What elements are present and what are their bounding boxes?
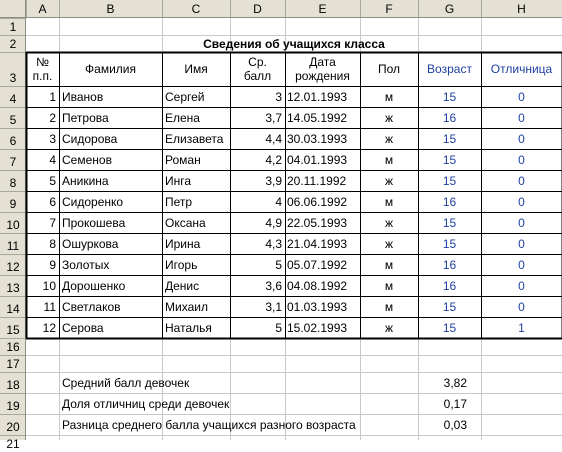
row-header-8[interactable]: 8 — [9, 176, 17, 190]
cell-age: 16 — [442, 195, 457, 209]
cell-dob: 21.04.1993 — [287, 237, 348, 251]
cell-surname: Аникина — [62, 174, 109, 188]
cell-avg: 5 — [275, 258, 282, 272]
cell-avg: 4,2 — [265, 153, 282, 167]
row-header-7[interactable]: 7 — [9, 155, 17, 169]
cell-num: 1 — [49, 90, 56, 104]
cell-honors: 0 — [518, 90, 525, 104]
header-sex: Пол — [377, 62, 401, 76]
sheet-title: Сведения об учащихся класса — [203, 37, 385, 51]
cell-name: Роман — [165, 153, 201, 167]
row-header-16[interactable]: 16 — [6, 340, 20, 354]
cell-num: 4 — [49, 153, 56, 167]
cell-age: 15 — [442, 90, 457, 104]
cell-avg: 4,3 — [265, 237, 282, 251]
cell-surname: Сидорова — [62, 132, 118, 146]
cell-dob: 12.01.1993 — [287, 90, 348, 104]
row-header-5[interactable]: 5 — [9, 113, 17, 127]
cell-num: 10 — [42, 279, 56, 293]
cell-avg: 3,6 — [265, 279, 282, 293]
cell-dob: 20.11.1992 — [287, 174, 347, 188]
cell-num: 6 — [49, 195, 56, 209]
cell-name: Денис — [165, 279, 200, 293]
header-name: Имя — [184, 62, 208, 76]
summary-value: 0,03 — [443, 418, 467, 432]
cell-name: Наталья — [165, 321, 212, 335]
cell-surname: Семенов — [62, 153, 112, 167]
cell-name: Петр — [165, 195, 193, 209]
cell-avg: 4 — [275, 195, 282, 209]
cell-sex: м — [384, 279, 394, 293]
cell-name: Елизавета — [165, 132, 224, 146]
cell-surname: Ошуркова — [62, 237, 119, 251]
cell-surname: Иванов — [62, 90, 104, 104]
row-header-21[interactable]: 21 — [6, 437, 20, 451]
header-surname: Фамилия — [85, 62, 136, 76]
cell-sex: ж — [384, 174, 394, 188]
cell-honors: 1 — [518, 321, 525, 335]
header-avg-line1: Ср. — [248, 55, 267, 69]
row-header-3[interactable]: 3 — [9, 71, 17, 85]
cell-num: 7 — [49, 216, 56, 230]
cell-sex: м — [384, 153, 394, 167]
cell-name: Сергей — [165, 90, 205, 104]
cell-sex: ж — [384, 237, 394, 251]
row-header-15[interactable]: 15 — [6, 323, 20, 337]
cell-sex: ж — [384, 321, 394, 335]
header-dob-line1: Дата — [309, 55, 336, 69]
row-header-4[interactable]: 4 — [9, 92, 17, 106]
cell-age: 15 — [442, 153, 457, 167]
row-header-14[interactable]: 14 — [6, 302, 20, 316]
cell-name: Игорь — [165, 258, 198, 272]
cell-surname: Дорошенко — [62, 279, 126, 293]
cell-avg: 3,1 — [265, 300, 282, 314]
cell-age: 16 — [442, 279, 457, 293]
cell-num: 2 — [49, 111, 56, 125]
row-header-2[interactable]: 2 — [9, 37, 17, 51]
cell-surname: Золотых — [62, 258, 110, 272]
cell-num: 11 — [43, 300, 56, 314]
cell-sex: ж — [384, 132, 394, 146]
header-num-line2: п.п. — [32, 69, 53, 83]
cell-age: 15 — [442, 237, 457, 251]
summary-value: 3,82 — [443, 376, 467, 390]
cell-age: 16 — [442, 111, 457, 125]
cell-honors: 0 — [518, 153, 525, 167]
cell-avg: 3,7 — [265, 111, 282, 125]
cell-dob: 22.05.1993 — [287, 216, 348, 230]
cell-honors: 0 — [518, 237, 525, 251]
header-avg-line2: балл — [243, 69, 272, 83]
cell-honors: 0 — [518, 174, 525, 188]
row-header-19[interactable]: 19 — [6, 399, 20, 413]
cell-num: 9 — [49, 258, 56, 272]
cell-avg: 4,4 — [265, 132, 282, 146]
cell-honors: 0 — [518, 111, 525, 125]
cell-sex: м — [384, 90, 394, 104]
column-header-f[interactable]: F — [385, 2, 393, 16]
cell-name: Инга — [165, 174, 192, 188]
cell-dob: 05.07.1992 — [287, 258, 348, 272]
header-honors: Отличница — [490, 62, 553, 76]
cell-age: 16 — [442, 258, 457, 272]
cell-dob: 04.01.1993 — [287, 153, 348, 167]
header-num-line1: № — [36, 55, 49, 69]
row-header-13[interactable]: 13 — [6, 281, 20, 295]
cell-dob: 14.05.1992 — [287, 111, 348, 125]
cell-honors: 0 — [518, 216, 525, 230]
cell-surname: Сидоренко — [62, 195, 124, 209]
cell-sex: м — [384, 300, 394, 314]
cell-age: 15 — [442, 132, 457, 146]
cell-honors: 0 — [518, 258, 525, 272]
cell-age: 15 — [442, 321, 457, 335]
cell-num: 12 — [42, 321, 56, 335]
column-header-e[interactable]: E — [318, 2, 327, 16]
summary-label: Средний балл девочек — [62, 376, 190, 390]
header-dob-line2: рождения — [295, 69, 350, 83]
summary-value: 0,17 — [443, 397, 467, 411]
column-header-b[interactable]: B — [106, 2, 115, 16]
cell-num: 3 — [49, 132, 56, 146]
cell-surname: Серова — [62, 321, 104, 335]
cell-surname: Петрова — [62, 111, 109, 125]
cell-name: Михаил — [165, 300, 208, 314]
cell-name: Оксана — [165, 216, 206, 230]
cell-age: 15 — [442, 300, 457, 314]
row-header-10[interactable]: 10 — [6, 218, 20, 232]
cell-avg: 3,9 — [265, 174, 282, 188]
cell-dob: 15.02.1993 — [287, 321, 348, 335]
row-header-17[interactable]: 17 — [6, 357, 20, 371]
cell-avg: 4,9 — [265, 216, 282, 230]
cell-sex: ж — [384, 111, 394, 125]
column-header-a[interactable]: A — [38, 2, 47, 16]
header-age: Возраст — [427, 62, 472, 76]
column-header-g[interactable]: G — [444, 2, 455, 16]
cell-sex: ж — [384, 216, 394, 230]
summary-label: Доля отличниц среди девочек — [62, 397, 230, 411]
cell-age: 15 — [442, 216, 457, 230]
row-header-9[interactable]: 9 — [9, 197, 17, 211]
cell-surname: Светлаков — [62, 300, 121, 314]
cell-avg: 5 — [275, 321, 282, 335]
row-header-6[interactable]: 6 — [9, 134, 17, 148]
column-header-d[interactable]: D — [253, 2, 262, 16]
row-header-1[interactable]: 1 — [9, 20, 17, 34]
cell-sex: м — [384, 195, 394, 209]
cell-honors: 0 — [518, 300, 525, 314]
row-header-20[interactable]: 20 — [6, 420, 20, 434]
cell-dob: 04.08.1992 — [287, 279, 348, 293]
cell-honors: 0 — [518, 132, 525, 146]
cell-sex: м — [384, 258, 394, 272]
cell-num: 5 — [49, 174, 56, 188]
summary-label: Разница среднего балла учащихся разного возраста — [62, 418, 356, 432]
column-header-h[interactable]: H — [517, 2, 526, 16]
cell-dob: 01.03.1993 — [287, 300, 348, 314]
row-header-11[interactable]: 11 — [6, 239, 20, 253]
cell-dob: 30.03.1993 — [287, 132, 348, 146]
cell-name: Ирина — [165, 237, 201, 251]
cell-honors: 0 — [518, 279, 525, 293]
cell-dob: 06.06.1992 — [287, 195, 348, 209]
cell-honors: 0 — [518, 195, 525, 209]
cell-avg: 3 — [275, 90, 282, 104]
cell-age: 15 — [442, 174, 457, 188]
row-header-18[interactable]: 18 — [6, 378, 20, 392]
column-header-c[interactable]: C — [191, 2, 201, 16]
cell-num: 8 — [49, 237, 56, 251]
row-header-12[interactable]: 12 — [6, 260, 20, 274]
cell-name: Елена — [165, 111, 200, 125]
cell-surname: Прокошева — [62, 216, 126, 230]
